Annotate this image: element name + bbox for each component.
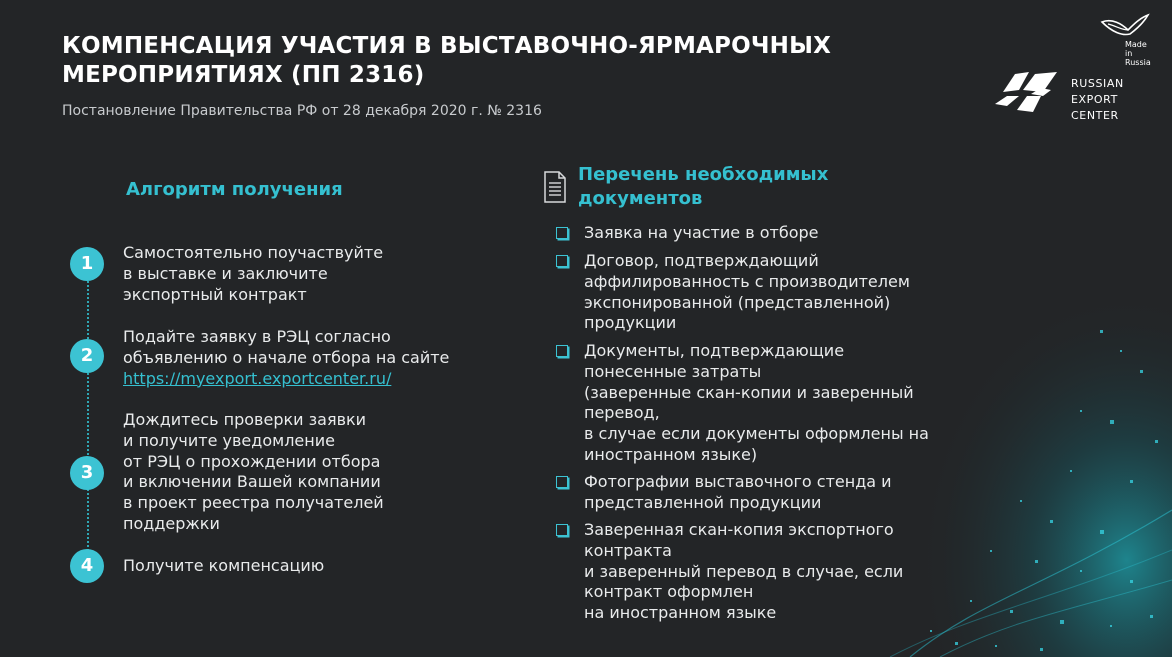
documents-title [578, 163, 828, 211]
document-line: экспонированной (представленной) [584, 292, 891, 312]
document-line: Договор, подтверждающий [584, 251, 819, 270]
checkbox-bullet-icon [556, 345, 568, 357]
export-center-link[interactable]: https://myexport.exportcenter.ru/ [123, 368, 392, 388]
document-line: Документы, подтверждающие [584, 341, 845, 360]
step-3-line: от РЭЦ о прохождении отбора [123, 451, 381, 471]
step-3-line: поддержки [123, 513, 220, 533]
document-line: контракт оформлен [584, 582, 754, 602]
document-line: продукции [584, 313, 677, 333]
step-3-line: и включении Вашей компании [123, 472, 381, 492]
document-line: контракта [584, 540, 672, 560]
step-2-number: 2 [70, 339, 104, 373]
document-line: представленной продукции [584, 492, 822, 512]
algorithm-title: Алгоритм получения [126, 179, 343, 200]
document-item-text [584, 251, 984, 334]
step-1-line: в выставке и заключите [123, 263, 328, 283]
document-line: (заверенные скан-копии и заверенный [584, 382, 914, 402]
checkbox-bullet-icon [556, 255, 568, 267]
document-line: в случае если документы оформлены на [584, 424, 929, 444]
in-russia-label: in Russia [1125, 49, 1151, 67]
step-1-line: Самостоятельно поучаствуйте [123, 243, 384, 262]
document-line: на иностранном языке [584, 603, 777, 623]
step-3-text [123, 410, 423, 535]
rec-line-1: RUSSIAN [1071, 77, 1124, 90]
page-title-line-2: МЕРОПРИЯТИЯХ (ПП 2316) [62, 62, 425, 88]
rec-emblem-icon [993, 70, 1063, 116]
document-icon [543, 171, 567, 203]
step-3-number: 3 [70, 456, 104, 490]
document-line: понесенные затраты [584, 361, 762, 381]
step-1-line: экспортный контракт [123, 284, 307, 304]
checkbox-bullet-icon [556, 524, 568, 536]
document-line: и заверенный перевод в случае, если [584, 561, 904, 581]
step-1-number: 1 [70, 247, 104, 281]
document-item-text [584, 341, 984, 466]
step-2-line: Подайте заявку в РЭЦ согласно [123, 327, 391, 346]
rec-line-2: EXPORT CENTER [1071, 93, 1119, 122]
document-line: Заявка на участие в отборе [584, 223, 819, 242]
step-3-line: в проект реестра получателей [123, 493, 384, 513]
step-1-text [123, 243, 423, 305]
document-item-text [584, 472, 984, 514]
step-3-line: Дождитесь проверки заявки [123, 410, 367, 429]
made-label: Made [1125, 40, 1147, 49]
made-in-russia-logo [1094, 10, 1154, 67]
russian-export-center-logo [993, 70, 1168, 122]
document-line: перевод, [584, 403, 660, 423]
document-item-text [584, 520, 984, 624]
step-2-line: объявлению о начале отбора на сайте [123, 347, 450, 367]
document-line: Фотографии выставочного стенда и [584, 472, 892, 491]
document-line: Заверенная скан-копия экспортного [584, 520, 894, 539]
checkbox-bullet-icon [556, 227, 568, 239]
checkbox-bullet-icon [556, 476, 568, 488]
step-2-text [123, 327, 450, 389]
document-item-text [584, 223, 984, 244]
timeline-line [87, 270, 89, 562]
documents-title-line-2: документов [578, 188, 703, 209]
page-title [62, 32, 942, 90]
page-title-line-1: КОМПЕНСАЦИЯ УЧАСТИЯ В ВЫСТАВОЧНО-ЯРМАРОЧНЫХ [62, 33, 832, 59]
document-line: аффилированность с производителем [584, 271, 910, 291]
page-subtitle: Постановление Правительства РФ от 28 декабря 2020 г. № 2316 [62, 103, 542, 119]
documents-title-line-1: Перечень необходимых [578, 164, 829, 185]
step-4-number: 4 [70, 549, 104, 583]
step-3-line: и получите уведомление [123, 430, 335, 450]
step-4-line: Получите компенсацию [123, 556, 325, 575]
bird-icon [1098, 12, 1150, 40]
step-4-text [123, 556, 423, 577]
document-line: иностранном языке) [584, 444, 758, 464]
